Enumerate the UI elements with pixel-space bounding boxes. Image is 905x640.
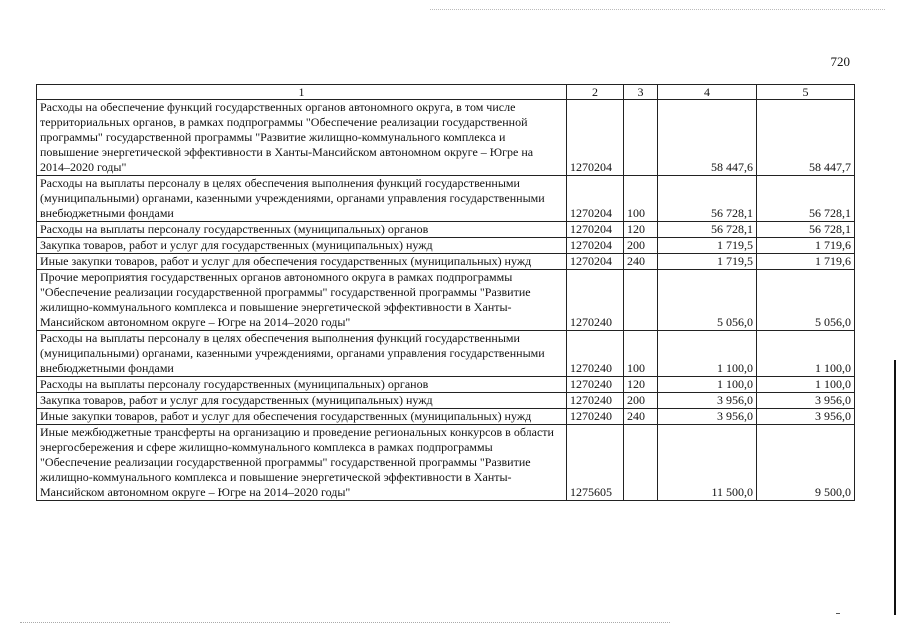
header-row — [37, 85, 855, 100]
row-type: 240 — [624, 409, 658, 425]
header-cell-name: 1 — [37, 85, 567, 100]
row-code: 1270240 — [567, 409, 624, 425]
table-row — [37, 425, 855, 501]
row-value2: 56 728,1 — [757, 176, 855, 222]
row-code: 1270204 — [567, 238, 624, 254]
row-name: Расходы на выплаты персоналу государственных (муниципальных) органов — [37, 377, 567, 393]
row-type — [624, 100, 658, 176]
row-code: 1270204 — [567, 100, 624, 176]
row-value1: 56 728,1 — [658, 222, 757, 238]
row-value1: 3 956,0 — [658, 393, 757, 409]
row-code: 1270240 — [567, 377, 624, 393]
header-cell-type: 3 — [624, 85, 658, 100]
table-row — [37, 222, 855, 238]
row-type: 120 — [624, 377, 658, 393]
row-code: 1270204 — [567, 254, 624, 270]
row-code: 1270240 — [567, 331, 624, 377]
row-value2: 9 500,0 — [757, 425, 855, 501]
row-value2: 1 100,0 — [757, 377, 855, 393]
row-type: 200 — [624, 393, 658, 409]
row-value1: 1 100,0 — [658, 331, 757, 377]
row-type: 100 — [624, 331, 658, 377]
table-row — [37, 238, 855, 254]
scan-artifact-bottom — [20, 622, 670, 623]
table-row — [37, 331, 855, 377]
header-cell-code: 2 — [567, 85, 624, 100]
row-name: Закупка товаров, работ и услуг для государственных (муниципальных) нужд — [37, 238, 567, 254]
row-value2: 3 956,0 — [757, 393, 855, 409]
row-code: 1270204 — [567, 176, 624, 222]
scan-artifact-top — [430, 9, 885, 10]
row-name: Закупка товаров, работ и услуг для государственных (муниципальных) нужд — [37, 393, 567, 409]
table-row — [37, 409, 855, 425]
budget-table — [36, 84, 855, 501]
row-code: 1270204 — [567, 222, 624, 238]
header-cell-value1: 4 — [658, 85, 757, 100]
row-name: Прочие мероприятия государственных органов автономного округа в рамках подпрограммы "Обеспечение реализации государственной программы" государственной программы "Развитие жилищно-коммунального комплекса и повышение энергетической эффективности в Ханты-Мансийском автономном округе – Югре на 2014–2020 годы" — [37, 270, 567, 331]
row-name: Расходы на выплаты персоналу государственных (муниципальных) органов — [37, 222, 567, 238]
row-value2: 56 728,1 — [757, 222, 855, 238]
row-type — [624, 425, 658, 501]
row-value2: 1 719,6 — [757, 238, 855, 254]
row-value1: 5 056,0 — [658, 270, 757, 331]
row-name: Иные закупки товаров, работ и услуг для обеспечения государственных (муниципальных) нужд — [37, 409, 567, 425]
row-value1: 3 956,0 — [658, 409, 757, 425]
row-code: 1270240 — [567, 270, 624, 331]
row-type — [624, 270, 658, 331]
row-code: 1275605 — [567, 425, 624, 501]
row-type: 100 — [624, 176, 658, 222]
table-row — [37, 254, 855, 270]
row-value1: 56 728,1 — [658, 176, 757, 222]
page-number: 720 — [830, 54, 850, 69]
scan-edge-shadow — [894, 360, 896, 615]
row-value1: 1 719,5 — [658, 254, 757, 270]
header-cell-value2: 5 — [757, 85, 855, 100]
row-name: Иные закупки товаров, работ и услуг для обеспечения государственных (муниципальных) нужд — [37, 254, 567, 270]
table-row — [37, 393, 855, 409]
row-value2: 58 447,7 — [757, 100, 855, 176]
row-value1: 1 719,5 — [658, 238, 757, 254]
table-row — [37, 176, 855, 222]
row-name: Иные межбюджетные трансферты на организацию и проведение региональных конкурсов в области энергосбережения и сфере жилищно-коммунального комплекса в рамках подпрограммы "Обеспечение реализации государственной программы" государственной программы "Развитие жилищно-коммунального комплекса и повышение энергетической эффективности в Ханты-Мансийском автономном округе – Югре на 2014–2020 годы" — [37, 425, 567, 501]
row-code: 1270240 — [567, 393, 624, 409]
row-name: Расходы на выплаты персоналу в целях обеспечения выполнения функций государственными (муниципальными) органами, казенными учреждениями, органами управления государственными внебюджетными фондами — [37, 176, 567, 222]
row-value2: 3 956,0 — [757, 409, 855, 425]
row-name: Расходы на выплаты персоналу в целях обеспечения выполнения функций государственными (муниципальными) органами, казенными учреждениями, органами управления государственными внебюджетными фондами — [37, 331, 567, 377]
row-value2: 1 100,0 — [757, 331, 855, 377]
row-value1: 58 447,6 — [658, 100, 757, 176]
row-type: 200 — [624, 238, 658, 254]
row-name: Расходы на обеспечение функций государственных органов автономного округа, в том числе территориальных органов, в рамках подпрограммы "Обеспечение реализации государственной программы" государственной программы "Развитие жилищно-коммунального комплекса и повышение энергетической эффективности в Ханты-Мансийском автономном округе – Югре на 2014–2020 годы" — [37, 100, 567, 176]
row-type: 120 — [624, 222, 658, 238]
row-value2: 1 719,6 — [757, 254, 855, 270]
table-row — [37, 270, 855, 331]
table-row — [37, 100, 855, 176]
row-value1: 11 500,0 — [658, 425, 757, 501]
table-row — [37, 377, 855, 393]
row-value2: 5 056,0 — [757, 270, 855, 331]
row-type: 240 — [624, 254, 658, 270]
scan-artifact-dot — [836, 613, 840, 614]
row-value1: 1 100,0 — [658, 377, 757, 393]
